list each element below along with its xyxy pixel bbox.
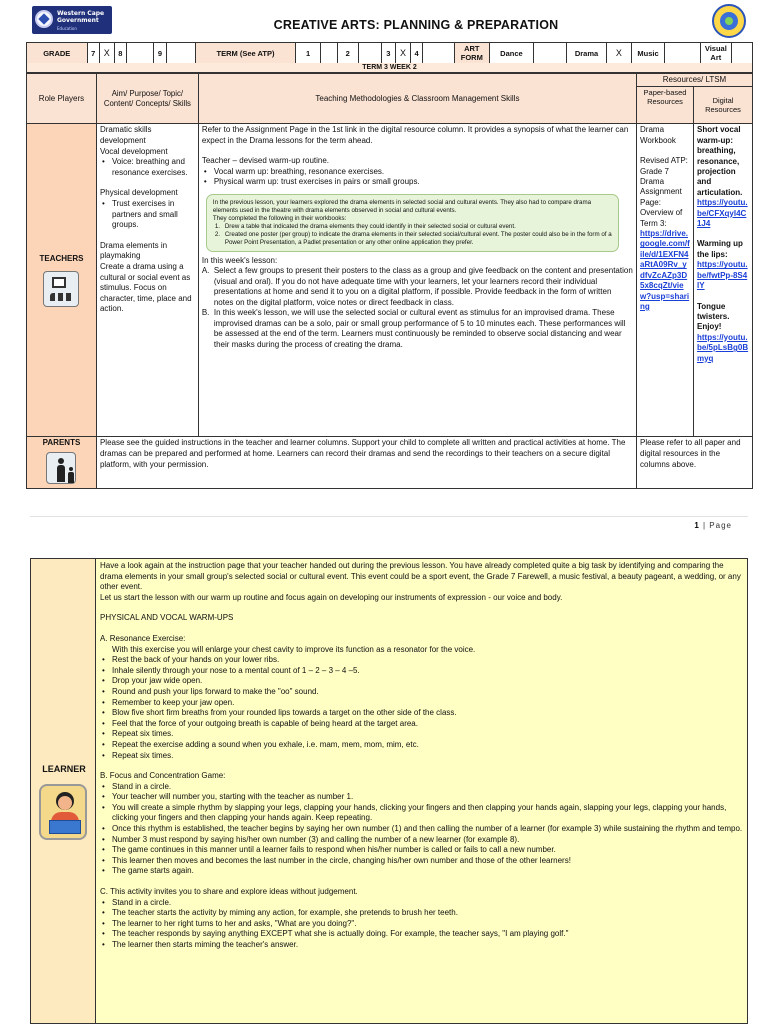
aim-vocal-development: Vocal development	[99, 146, 168, 156]
learner-reading-icon	[39, 784, 87, 840]
lips-warmup-link[interactable]: https://youtu.be/fwtPp-8S4lY	[696, 260, 748, 291]
grade-8-mark	[127, 43, 154, 64]
coat-of-arms-icon	[35, 10, 53, 28]
teachers-label: TEACHERS	[39, 254, 84, 264]
methods-physical-item: • Physical warm up: trust exercises in pairs or small groups.	[202, 177, 633, 188]
term-4-mark	[423, 43, 454, 64]
resonance-step: • Rest the back of your hands on your lower ribs.	[100, 655, 743, 666]
tongue-twisters-link[interactable]: https://youtu.be/5pLsBg0Bmyq	[696, 332, 749, 363]
lesson-step-a: A. Select a few groups to present their posters to the class as a group and give feedback on the content and presentation (visual and oral). If you do not have adequate time with your learners, let your learners record their individual presentations at home and send it to you on a digital platform, if possible. Provide feedback in the form of written notes on the digital platform, voice notes or direct feedback in class.	[201, 266, 633, 307]
resonance-step: • Repeat six times.	[100, 751, 743, 762]
sharing-activity-step: • The learner to her right turns to her and asks, "What are you doing?".	[100, 919, 743, 930]
sharing-activity-steps	[100, 898, 743, 951]
term-label: TERM (See ATP)	[195, 43, 295, 64]
lesson-heading: In this week's lesson:	[201, 255, 278, 265]
note-item: 1. Drew a table that indicated the drama elements they could identify in their selected social or cultural event.	[214, 222, 516, 230]
aim-create-drama: Create a drama using a cultural or social event as stimulus. Focus on character, time, place and action.	[99, 261, 192, 314]
aim-physical-development: Physical development	[99, 188, 178, 198]
drama-workbook: Drama Workbook	[640, 125, 676, 145]
parents-instructions: Please see the guided instructions in the teacher and learner columns. Support your child to complete all written and practical activities at home. The dramas can be prepared and performed at home. Learners can record their dramas and send the recordings to their teachers on a secure digital platform, with your permission.	[96, 437, 636, 489]
digital-resources-header: Digital Resources	[693, 87, 752, 124]
aim-voice-item: • Voice: breathing and resonance exercises.	[100, 157, 195, 178]
parents-label: PARENTS	[42, 438, 81, 448]
focus-game-step: • The game continues in this manner until a learner fails to respond when his/her number is called or fails to call a new number.	[100, 845, 743, 856]
grade-9-mark	[166, 43, 195, 64]
drama-mark: X	[606, 43, 631, 64]
grade-term-artform-table	[26, 42, 753, 64]
teachers-role-cell	[27, 124, 97, 437]
vocal-warmup-link[interactable]: https://youtu.be/CFXqyl4C1J4	[696, 198, 748, 229]
learner-intro-2: Let us start the lesson with our warm up routine and focus again on developing our instruments of expression - our voice and body.	[100, 592, 563, 602]
note-text: In the previous lesson, your learners explored the drama elements in selected social and cultural events. They also had to compare drama elements used in the theatre with drama elements observed in social and cultural events.	[212, 198, 592, 214]
aim-header: Aim/ Purpose/ Topic/ Content/ Concepts/ Skills	[96, 74, 198, 124]
focus-game-step: • Number 3 must respond by saying his/her own number (3) and calling the number of a new learner (for example 8).	[100, 835, 743, 846]
dance-mark	[533, 43, 566, 64]
note-subtitle: They completed the following in their workbooks:	[212, 214, 347, 222]
digital-resources-cell	[693, 124, 752, 437]
document-title: CREATIVE ARTS: PLANNING & PREPARATION	[273, 18, 559, 32]
role-players-header: Role Players	[27, 74, 97, 124]
term-2: 2	[337, 43, 358, 64]
term-2-mark	[358, 43, 381, 64]
previous-lesson-note	[206, 194, 619, 252]
page-number: 1 | Page	[694, 521, 732, 530]
page-2	[0, 557, 768, 1024]
resonance-step: • Drop your jaw wide open.	[100, 676, 743, 687]
paper-resources-cell	[637, 124, 694, 437]
western-cape-logo	[32, 6, 112, 34]
parents-role-cell	[27, 437, 97, 489]
sharing-activity-step: • The learner then starts miming the teacher's answer.	[100, 940, 743, 951]
logo-subtext: Education	[57, 26, 77, 31]
sharing-activity-step: • Stand in a circle.	[100, 898, 743, 909]
term-3-mark: X	[396, 43, 411, 64]
term-1: 1	[296, 43, 321, 64]
learner-role-cell	[30, 558, 96, 1024]
parent-child-icon	[46, 452, 76, 484]
learner-label: LEARNER	[42, 764, 86, 774]
art-form-label: ART FORM	[454, 43, 489, 64]
tongue-twisters-description: Tongue twisters. Enjoy!	[696, 301, 730, 332]
term-4: 4	[410, 43, 423, 64]
aim-dramatic-skills: Dramatic skills development	[99, 125, 152, 145]
resonance-title: A. Resonance Exercise:	[100, 633, 186, 643]
music-label: Music	[631, 43, 664, 64]
grade-7-mark: X	[100, 43, 115, 64]
grade-label: GRADE	[27, 43, 88, 64]
resonance-step: • Feel that the force of your outgoing breath is capable of being heard at the target area.	[100, 719, 743, 730]
lesson-plan-table	[26, 73, 753, 489]
teacher-classroom-icon	[43, 271, 79, 307]
methods-intro: Refer to the Assignment Page in the 1st link in the digital resource column. It provides a synopsis of what the learner can expect in the Drama lessons for the term ahead.	[201, 125, 629, 145]
parents-resources: Please refer to all paper and digital resources in the columns above.	[637, 437, 753, 489]
resources-header: Resources/ LTSM	[637, 74, 753, 87]
learner-instructions	[96, 558, 748, 1024]
resonance-step: • Blow five short firm breaths from your rounded lips towards a target on the other side of the class.	[100, 708, 743, 719]
dance-label: Dance	[490, 43, 534, 64]
page-gap	[0, 535, 768, 557]
lesson-step-b: B. In this week's lesson, we will use the selected social or cultural event as stimulus for an improvised drama. These improvised dramas can be a solo, pair or small group performance of 5 to 10 minutes each. These performances will be assessed at the end of the term. Learners must continuously be reminded to observe social distancing and wear their masks during the process of creating the drama.	[201, 308, 626, 349]
resonance-step: • Repeat six times.	[100, 729, 743, 740]
paper-resources-header: Paper-based Resources	[637, 87, 694, 124]
resonance-step: • Round and push your lips forward to make the "oo" sound.	[100, 687, 743, 698]
grade-8: 8	[114, 43, 127, 64]
sharing-activity-step: • The teacher starts the activity by miming any action, for example, she pretends to brush her teeth.	[100, 908, 743, 919]
focus-game-step: • Stand in a circle.	[100, 782, 743, 793]
visual-art-mark	[731, 43, 752, 64]
term-3: 3	[381, 43, 396, 64]
music-mark	[665, 43, 700, 64]
grade-7: 7	[87, 43, 100, 64]
sharing-activity-step: • The teacher responds by saying anything EXCEPT what she is actually doing. For example, the teacher says, "I am playing golf."	[100, 929, 743, 940]
resonance-steps	[100, 655, 743, 761]
document-header	[26, 4, 748, 42]
vocal-warmup-description: Short vocal warm-up: breathing, resonance, projection and articulation.	[696, 125, 743, 197]
methods-vocal-item: • Vocal warm up: breathing, resonance exercises.	[202, 167, 633, 178]
resonance-step: • Remember to keep your jaw open.	[100, 698, 743, 709]
resonance-step: • Inhale silently through your nose to a mental count of 1 – 2 – 3 – 4 –5.	[100, 666, 743, 677]
lips-warmup-description: Warming up the lips:	[696, 239, 743, 259]
focus-game-title: B. Focus and Concentration Game:	[100, 771, 226, 781]
revised-atp-text: Revised ATP: Grade 7 Drama Assignment Page: Overview of Term 3:	[640, 156, 688, 228]
term-1-mark	[321, 43, 338, 64]
focus-game-step: • You will create a simple rhythm by slapping your legs, clapping your hands, clicking your fingers and then clapping your hands again, slapping your legs, clapping your hands, clicking your fingers and then clapping your hands again. Keep repeating.	[100, 803, 743, 824]
resonance-intro: With this exercise you will enlarge your chest cavity to improve its function as a resonator for the voice.	[112, 644, 476, 654]
focus-game-steps	[100, 782, 743, 877]
methods-warmup-title: Teacher – devised warm-up routine.	[201, 156, 330, 166]
learner-intro: Have a look again at the instruction page that your teacher handed out during the previous lesson. You have already completed quite a big task by identifying and comparing the drama elements in your small group's selected social or cultural event. This event could be a sport event, the Grade 7 Farewell, a music festival, a beauty pageant, a wedding, or any other event.	[100, 561, 741, 592]
focus-game-step: • This learner then moves and becomes the last number in the circle, changing his/her own number and those of the other learners!	[100, 856, 743, 867]
warmups-heading: PHYSICAL AND VOCAL WARM-UPS	[100, 613, 234, 623]
methods-header: Teaching Methodologies & Classroom Management Skills	[198, 74, 636, 124]
logo-text: Western Cape Government	[57, 10, 105, 24]
quality-education-logo-icon	[712, 4, 746, 38]
week-banner: TERM 3 WEEK 2	[26, 63, 753, 73]
aim-trust-item: • Trust exercises in partners and small groups.	[100, 199, 195, 231]
note-item: 2. Created one poster (per group) to indicate the drama elements in their selected social/cultural event. The poster could also be in the form of a Power Point Presentation, a Padlet presentation or any other online application they prefer.	[214, 230, 612, 246]
footer-divider	[30, 516, 748, 517]
drama-label: Drama	[567, 43, 607, 64]
grade-9: 9	[154, 43, 167, 64]
teachers-aim-cell	[96, 124, 198, 437]
focus-game-step: • The game starts again.	[100, 866, 743, 877]
focus-game-step: • Your teacher will number you, starting with the teacher as number 1.	[100, 792, 743, 803]
resonance-step: • Repeat the exercise adding a sound when you exhale, i.e. mam, mem, mom, mim, etc.	[100, 740, 743, 751]
focus-game-step: • Once this rhythm is established, the teacher begins by saying her own number (1) and then calling the number of a learner (for example 3) while sustaining the rhythm and tempo.	[100, 824, 743, 835]
assignment-page-link[interactable]: https://drive.google.com/file/d/1EXFN4aRtA09Rv_ydfvZcAZp3D5x8cqZt/view?usp=sharing	[640, 229, 690, 311]
sharing-activity-title: C. This activity invites you to share and explore ideas without judgement.	[100, 887, 358, 897]
aim-drama-elements: Drama elements in playmaking	[99, 240, 168, 261]
teachers-methods-cell	[198, 124, 636, 437]
visual-art-label: Visual Art	[700, 43, 731, 64]
